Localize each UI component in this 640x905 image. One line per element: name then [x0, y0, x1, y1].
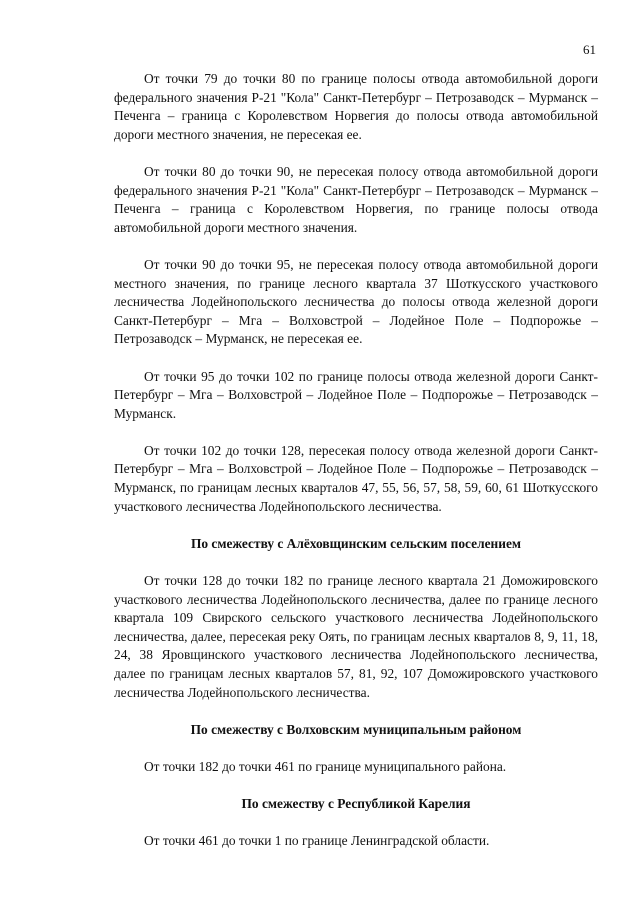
paragraph-128-182: От точки 128 до точки 182 по границе лесного квартала 21 Доможировского участкового лесничества Лодейнопольского лесничества, далее по границе лесного квартала 109 Свирского сельского участкового лесничества Лодейнопольского лесничества, далее, пересекая реку Оять, по границам лесных кварталов 8, 9, 11, 18, 24, 38 Яровщинского участкового лесничества Лодейнопольского лесничества, далее по границам лесных кварталов 57, 81, 92, 107 Доможировского участкового лесничества Лодейнопольского лесничества. — [114, 573, 598, 700]
paragraph-95-102: От точки 95 до точки 102 по границе полосы отвода железной дороги Санкт-Петербург – Мга – Волховстрой – Лодейное Поле – Подпорожье – Петрозаводск – Мурманск. — [114, 368, 598, 421]
paragraph-80-90: От точки 80 до точки 90, не пересекая полосу отвода автомобильной дороги федерального значения Р-21 "Кола" Санкт-Петербург – Петрозаводск – Мурманск – Печенга – граница с Королевством Норвегия, по границе полосы отвода автомобильной дороги местного значения. — [114, 163, 598, 235]
document-body — [114, 70, 598, 851]
paragraph-102-128: От точки 102 до точки 128, пересекая полосу отвода железной дороги Санкт-Петербург – Мга – Волховстрой – Лодейное Поле – Подпорожье – Петрозаводск – Мурманск, по границам лесных кварталов 47, 55, 56, 57, 58, 59, 60, 61 Шоткусского участкового лесничества Лодейнопольского лесничества. — [114, 442, 598, 514]
paragraph-182-461: От точки 182 до точки 461 по границе муниципального района. — [144, 758, 507, 774]
section-heading-karelia: По смежеству с Республикой Карелия — [241, 796, 471, 812]
paragraph-461-1: От точки 461 до точки 1 по границе Ленинградской области. — [144, 833, 490, 849]
section-heading-alekhovshchinskoe: По смежеству с Алёховщинским сельским поселением — [190, 535, 522, 551]
paragraph-90-95: От точки 90 до точки 95, не пересекая полосу отвода автомобильной дороги местного значения, по границе лесного квартала 37 Шоткусского участкового лесничества Лодейнопольского лесничества до полосы отвода железной дороги Санкт-Петербург – Мга – Волховстрой – Лодейное Поле – Подпорожье – Петрозаводск – Мурманск, не пересекая ее. — [114, 256, 598, 347]
paragraph-79-80: От точки 79 до точки 80 по границе полосы отвода автомобильной дороги федерального значения Р-21 "Кола" Санкт-Петербург – Петрозаводск – Мурманск – Печенга – граница с Королевством Норвегия до полосы отвода автомобильной дороги местного значения, не пересекая ее. — [114, 71, 598, 142]
section-heading-volkhovsky: По смежеству с Волховским муниципальным районом — [190, 721, 522, 737]
page-number: 61 — [583, 42, 596, 57]
